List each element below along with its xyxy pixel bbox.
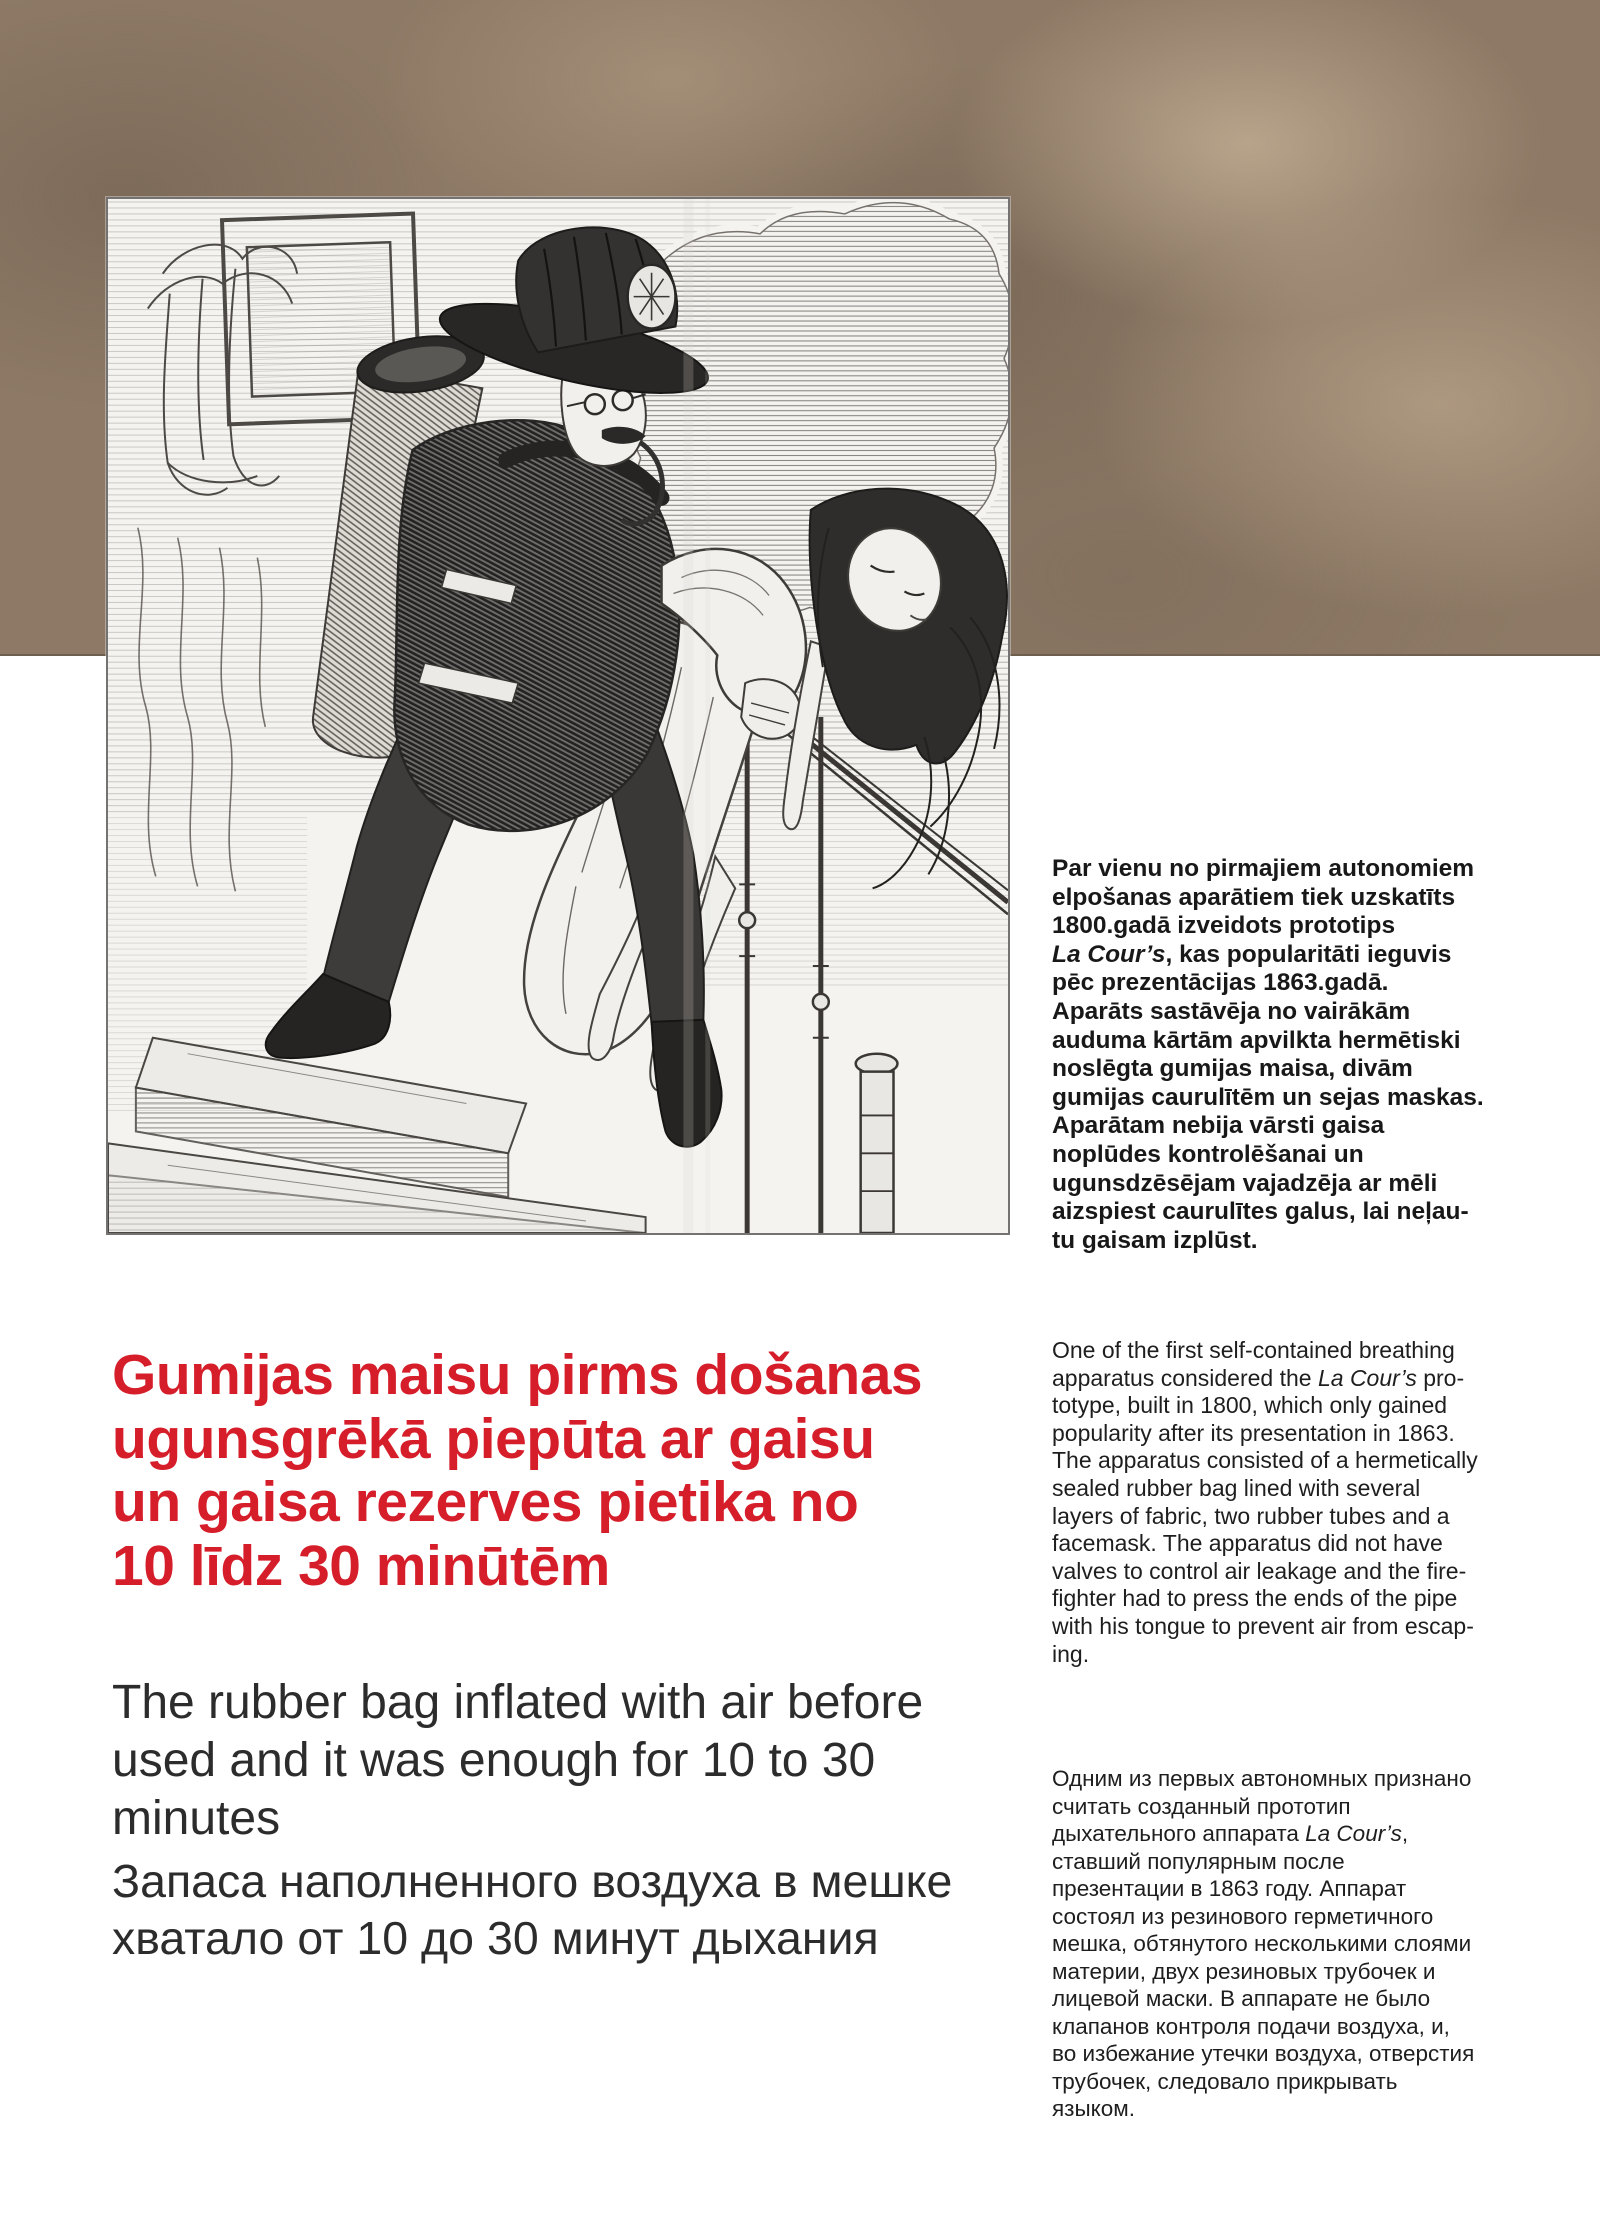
text-line: aizspiest caurulītes galus, lai neļau- (1052, 1198, 1469, 1226)
text-line: Par vienu no pirmajiem autonomiem (1052, 855, 1475, 882)
text-line: материи, двух резиновых трубочек и (1052, 1958, 1436, 1984)
heading-english (112, 1674, 992, 1848)
text-line: ugunsgrēkā piepūta ar gaisu (112, 1406, 875, 1471)
text-line: клапанов контроля подачи воздуха, и, (1052, 2013, 1450, 2039)
text-line: Aparāts sastāvēja no vairākām (1052, 997, 1411, 1025)
paragraph-latvian (1052, 855, 1512, 1255)
text-line: gumijas caurulītēm un sejas maskas. (1052, 1083, 1484, 1111)
text-line: мешка, обтянутого несколькими слоями (1052, 1931, 1472, 1956)
text-line: tu gaisam izplūst. (1052, 1226, 1258, 1254)
text-line: La Cour’s, kas popularitāti ieguvis (1052, 940, 1452, 968)
text-line: used and it was enough for 10 to 30 (112, 1734, 876, 1787)
text-line: дыхательного аппарата La Cour’s, (1052, 1821, 1409, 1846)
text-line: noplūdes kontrolēšanai un (1052, 1140, 1364, 1168)
text-line: трубочек, следовало прикрывать (1052, 2068, 1398, 2094)
text-line: un gaisa rezerves pietika no (112, 1470, 859, 1534)
text-line: ставший популярным после (1052, 1848, 1345, 1874)
text-line: 1800.gadā izveidots prototips (1052, 912, 1396, 940)
text-line: minutes (112, 1792, 281, 1845)
text-line: лицевой маски. В аппарате не было (1052, 1986, 1431, 2011)
text-line: elpošanas aparātiem tiek uzskatīts (1052, 883, 1456, 911)
text-line: The apparatus consisted of a hermetically (1052, 1447, 1478, 1474)
paragraph-english (1052, 1337, 1512, 1668)
text-line: layers of fabric, two rubber tubes and a (1052, 1502, 1450, 1529)
text-line: totype, built in 1800, which only gained (1052, 1392, 1448, 1419)
text-line: apparatus considered the La Cour’s pro- (1052, 1364, 1465, 1391)
text-line: ugunsdzēsējam vajadzēja ar mēli (1052, 1169, 1438, 1197)
text-line: во избежание утечки воздуха, отверстия (1052, 2041, 1475, 2066)
text-line: Gumijas maisu pirms došanas (112, 1343, 923, 1407)
text-line: noslēgta gumijas maisa, divām (1052, 1055, 1413, 1083)
text-line: facemask. The apparatus did not have (1052, 1530, 1443, 1557)
text-line: pēc prezentācijas 1863.gadā. (1052, 969, 1389, 997)
paragraph-russian (1052, 1765, 1512, 2123)
text-line: Одним из первых автономных признано (1052, 1766, 1472, 1791)
text-line: 10 līdz 30 minūtēm (112, 1533, 610, 1598)
engraving-figure (106, 197, 1010, 1235)
text-line: fighter had to press the ends of the pipe (1052, 1585, 1458, 1612)
text-line: valves to control air leakage and the fire- (1052, 1557, 1467, 1584)
text-line: считать созданный прототип (1052, 1793, 1351, 1819)
text-line: The rubber bag inflated with air before (112, 1676, 924, 1729)
text-line: презентации в 1863 году. Аппарат (1052, 1876, 1407, 1901)
text-line: хватало от 10 до 30 минут дыхания (112, 1912, 879, 1964)
heading-latvian-red (112, 1344, 972, 1598)
text-line: sealed rubber bag lined with several (1052, 1474, 1421, 1501)
text-line: auduma kārtām apvilkta hermētiski (1052, 1026, 1461, 1054)
text-line: popularity after its presentation in 1863. (1052, 1419, 1455, 1446)
text-line: Запаса наполненного воздуха в мешке (112, 1855, 953, 1907)
heading-russian (112, 1853, 992, 1967)
engraving-illustration (108, 199, 1008, 1233)
text-line: with his tongue to prevent air from escap- (1052, 1612, 1474, 1639)
text-line: языком. (1052, 2096, 1136, 2121)
text-line: One of the first self-contained breathing (1052, 1337, 1455, 1363)
text-line: состоял из резинового герметичного (1052, 1903, 1434, 1929)
text-line: ing. (1052, 1640, 1090, 1667)
text-line: Aparātam nebija vārsti gaisa (1052, 1112, 1385, 1140)
